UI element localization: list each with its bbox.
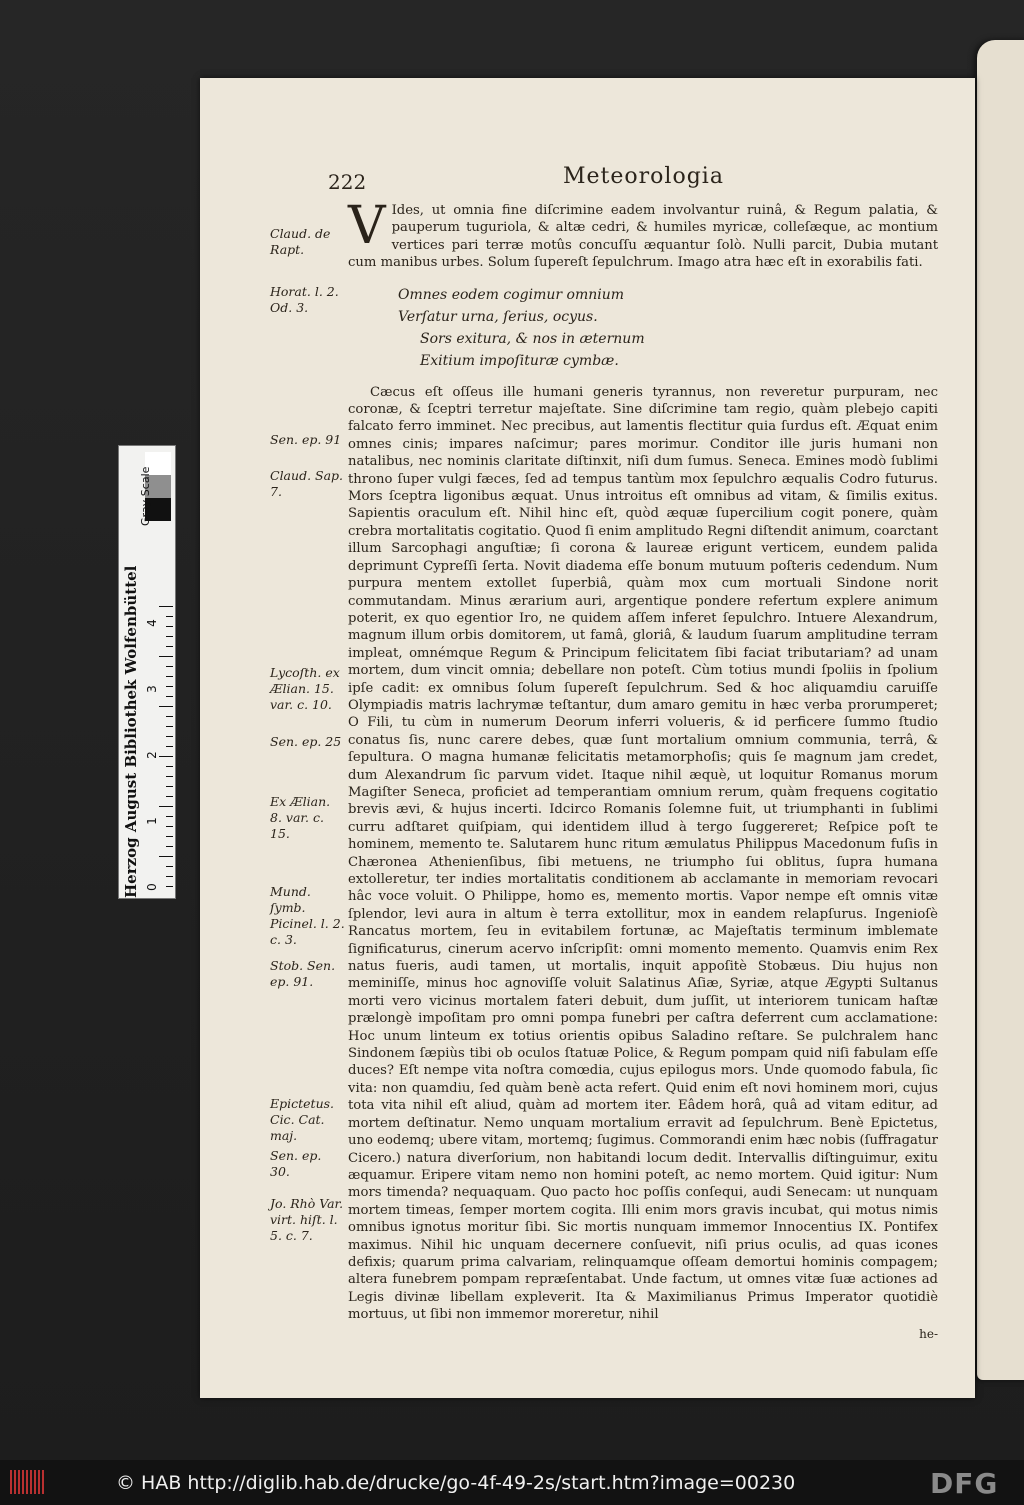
paragraph-1: V Ides, ut omnia fine diſcrimine eadem involvantur ruinâ, & Regum palatia, & pauperum tuguriola, & altæ cedri, & humiles myricæ, colleſæque, ac montium vertices pari terræ motûs concuſſu æquantur ſolò. Nulli parcit, Dubia mutant cum manibus urbes. Solum ſupereſt ſepulchrum. Imago atra hæc eſt in exorabilis fati.: [348, 196, 938, 271]
ruler-ticks: [159, 606, 173, 896]
verse-line: Omnes eodem cogimur omnium: [398, 286, 625, 303]
ruler-tick: [166, 836, 173, 837]
marginal-note: Sen. ep. 30.: [270, 1148, 322, 1179]
ruler-tick: [166, 726, 173, 727]
book-page: [200, 78, 975, 1398]
ruler-tick: [166, 846, 173, 847]
ruler-tick: [166, 716, 173, 717]
marginal-note: Mund. ſymb. Picinel. l. 2. c. 3.: [270, 884, 345, 947]
ruler-tick: [166, 616, 173, 617]
verse-line: Verſatur urna, ſerius, ocyus.: [398, 308, 598, 325]
ruler-tick: [166, 826, 173, 827]
ruler-tick: [159, 656, 173, 657]
ruler-tick: [166, 636, 173, 637]
ruler-tick: [166, 746, 173, 747]
ruler-number: 3: [144, 685, 159, 693]
main-text: [348, 196, 938, 1343]
paragraph-2: Cæcus eſt oſſeus ille humani generis tyrannus, non reveretur purpuram, nec coronæ, & ſceptri terretur majeſtate. Sine diſcrimine tam regio, quàm plebejo capiti falcato ferro imminet. Nec precibus, aut lamentis flectitur quia ſurdus eſt. Æquat enim omnes cinis; impares naſcimur; pares morimur. Conditor ille juris humani non natalibus, nec nominis claritate diſtinxit, niſi dum ſumus. Seneca. Emines modò ſublimi throno ſuper vulgi fæces, ſed ad tempus tantùm mox ſepulchro æqualis Codro futurus. Mors ſceptra ligonibus æquat. Unus introitus eſt omnibus ad vitam, & ſimilis exitus. Sapientis oraculum eſt. Nihil hinc eſt, quòd æquæ ſupercilium cogit ponere, quàm crebra mortalitatis cogitatio. Quod ſi enim amplitudo Regni diſtendit animum, coarctant illum Sarcophagi anguſtiæ; ſi corona & laureæ erigunt verticem, eundem palida deprimunt Cypreſſi ſerta. Novit diadema eſſe bonum mutuum poſteris cedendum. Num purpura mentem extollet ſuperbiâ, quàm mox cum mortuali Sindone norit commutandam. Minus ærarium auri, argentique pondere refertum explere animum poterit, ex quo egentior Iro, ne quidem aſſem inferet ſepulchro. Intuere Alexandrum, magnum illum orbis domitorem, ut famâ, gloriâ, & laudum ſuarum amplitudine terram impleat, omnémque Regum & Principum felicitatem ſibi faciat tributariam? ad unam mortem, dum vincit omnia; debellare non poteſt. Cùm totius mundi ſpoliis in ſpolium ipſe cadit: ex omnibus ſolum ſupereſt ſepulchrum. Sed & hoc aliquamdiu caruiſſe Olympiadis matris lachrymæ teſtantur, dum amaro gemitu in hæc verba prorumperet; O Fili, tu cùm in numerum Deorum inferri volueris, & id perficere ſummo ſtudio conatus ſis, nunc carere debes, quæ ſunt mortalium omnium communia, terrâ, & ſepultura. O magna humanæ felicitatis metamorphoſis; quis ſe magnum jam credet, dum Alexandrum ſic parvum videt. Itaque nihil æquè, ut loquitur Romanus morum Magiſter Seneca, proficiet ad temperantiam omnium rerum, quàm frequens cogitatio brevis ævi, & hujus incerti. Idcirco Romanis ſolemne fuit, ut triumphanti in ſublimi curru adſtaret quiſpiam, qui identidem illud à tergo ſuggereret; Reſpice poſt te hominem, memento te. Salutarem hunc ritum æmulatus Philippus Macedonum fuſis in Chæronea Athenienſibus, ſibi metuens, ne triumpho ſui oblitus, ſupra humana extolleretur, ter indies mortalitatis conditionem ab acclamante in memoriam revocari hâc voce voluit. O Philippe, homo es, memento mortis. Vapor nempe eſt omnis vitæ ſplendor, levi aura in altum è terra extollitur, mox in eandem relapſurus. Ingenioſè Rancatus mortem, ſeu in evitabilem fortunæ, ac Majeſtatis terminum imblemate ſignificaturus, cinerum acervo inſcripſit: omni momento memento. Quamvis enim Rex natus fueris, audi tamen, ut mortalis, inquit appoſitè Stobæus. Diu hujus non meminiſſe, minus hoc agnoviſſe voluit Salatinus Aſiæ, Syriæ, atque Ægypti Sultanus morti vero vicinus mortalem fateri debuit, dum juſſit, ut interiorem tunicam haſtæ prælongè impoſitam pro omni pompa funebri per caſtra deferrent cum acclamatione: Hoc unum linteum ex totius orientis opibus Saladino reſtare. Se pulchralem hanc Sindonem ſæpiùs tibi ob oculos ſtatuæ Police, & Regum pompam quid niſi fabulam eſſe duces? Eſt nempe vita noſtra comœdia, cujus epilogus mors. Unde quomodo fabula, ſic vita: non quamdiu, ſed quàm benè acta refert. Quid enim eſt novi hominem mori, cujus tota vita nihil eſt aliud, quàm ad mortem iter. Eâdem horâ, quâ ad vitam editur, ad mortem deſtinatur. Nemo unquam mortalium erravit ad ſepulchrum. Benè Epictetus, uno eodemq; ubere vitam, mortemq; ſugimus. Commorandi enim hæc nobis (ſuffragatur Cicero.) natura diverſorium, non habitandi locum dedit. Intervallis diſtinguimur, exitu æquamur. Eripere vitam nemo non homini poteſt, ac nemo mortem. Quid igitur: Num mors timenda? nequaquam. Quo pacto hoc poſſis conſequi, audi Senecam: ut nunquam mortem timeas, ſemper mortem cogita. Illi enim mors gravis incubat, qui motus nimis omnibus ignotus moritur ſibi. Sic mortis nunquam immemor Innocentius IX. Pontifex maximus. Nihil hic unquam decernere conſuevit, niſi prius oculis, ad quas icones defixis; quarum prima calvariam, relinquamque oſſeam demortui hominis compagem; altera funebrem pompam repræſentabat. Unde factum, ut omnes vitæ ſuæ actiones ad Legis divinæ libellam expleverit. Ita & Maximilianus Primus Imperator quotidiè mortuus, ut ſibi non immemor moreretur, nihil: [348, 384, 938, 1323]
ruler-tick: [166, 626, 173, 627]
color-calibration-ruler: [118, 445, 176, 899]
marginal-note: Sen. ep. 91: [270, 432, 342, 447]
ruler-tick: [166, 866, 173, 867]
gray-scale-label: Gray Scale: [139, 466, 152, 526]
catchword: he-: [919, 1326, 938, 1341]
verse-line: Exitium impoſituræ cymbæ.: [420, 352, 619, 369]
ruler-tick: [159, 756, 173, 757]
running-head: Meteorologia: [563, 164, 724, 189]
drop-cap: V: [348, 196, 386, 256]
ruler-number: 4: [144, 619, 159, 627]
footer-bar: [0, 1460, 1024, 1505]
ruler-tick: [166, 776, 173, 777]
facing-page-edge: [977, 40, 1024, 1380]
page-header: [328, 164, 915, 194]
marginal-note: Claud. de Rapt.: [270, 226, 331, 257]
ruler-tick: [166, 796, 173, 797]
marginal-note: Sen. ep. 25: [270, 734, 342, 749]
ruler-tick: [166, 736, 173, 737]
ruler-institution-label: Herzog August Bibliothek Wolfenbüttel: [122, 565, 140, 898]
ruler-tick: [166, 696, 173, 697]
marginal-note: Lycoſth. ex Ælian. 15. var. c. 10.: [270, 665, 340, 712]
marginal-note: Ex Ælian. 8. var. c. 15.: [270, 794, 331, 841]
ruler-tick: [159, 706, 173, 707]
ruler-number: 0: [144, 883, 159, 891]
ruler-tick: [159, 856, 173, 857]
ruler-tick: [166, 816, 173, 817]
ruler-tick: [166, 646, 173, 647]
marginal-note: Jo. Rhò Var. virt. hiſt. l. 5. c. 7.: [270, 1196, 344, 1243]
copyright-url[interactable]: © HAB http://diglib.hab.de/drucke/go-4f-49-2s/start.htm?image=00230: [116, 1472, 796, 1494]
page-number: 222: [328, 170, 367, 194]
ruler-number: 1: [144, 817, 159, 825]
ruler-tick: [159, 806, 173, 807]
marginal-note: Horat. l. 2. Od. 3.: [270, 284, 339, 315]
ruler-tick: [166, 686, 173, 687]
ruler-number: 2: [144, 751, 159, 759]
ruler-tick: [166, 876, 173, 877]
marginal-note: Claud. Sap. 7.: [270, 468, 344, 499]
hab-logo-icon: [10, 1470, 46, 1494]
dfg-logo: DFG: [930, 1467, 999, 1500]
verse-quote: [398, 284, 938, 372]
marginal-note: Stob. Sen. ep. 91.: [270, 958, 336, 989]
ruler-tick: [166, 886, 173, 887]
ruler-tick: [166, 766, 173, 767]
ruler-tick: [166, 666, 173, 667]
ruler-tick: [159, 606, 173, 607]
verse-line: Sors exitura, & nos in æternum: [420, 330, 645, 347]
ruler-tick: [166, 676, 173, 677]
ruler-tick: [166, 786, 173, 787]
marginal-note: Epictetus. Cic. Cat. maj.: [270, 1096, 335, 1143]
